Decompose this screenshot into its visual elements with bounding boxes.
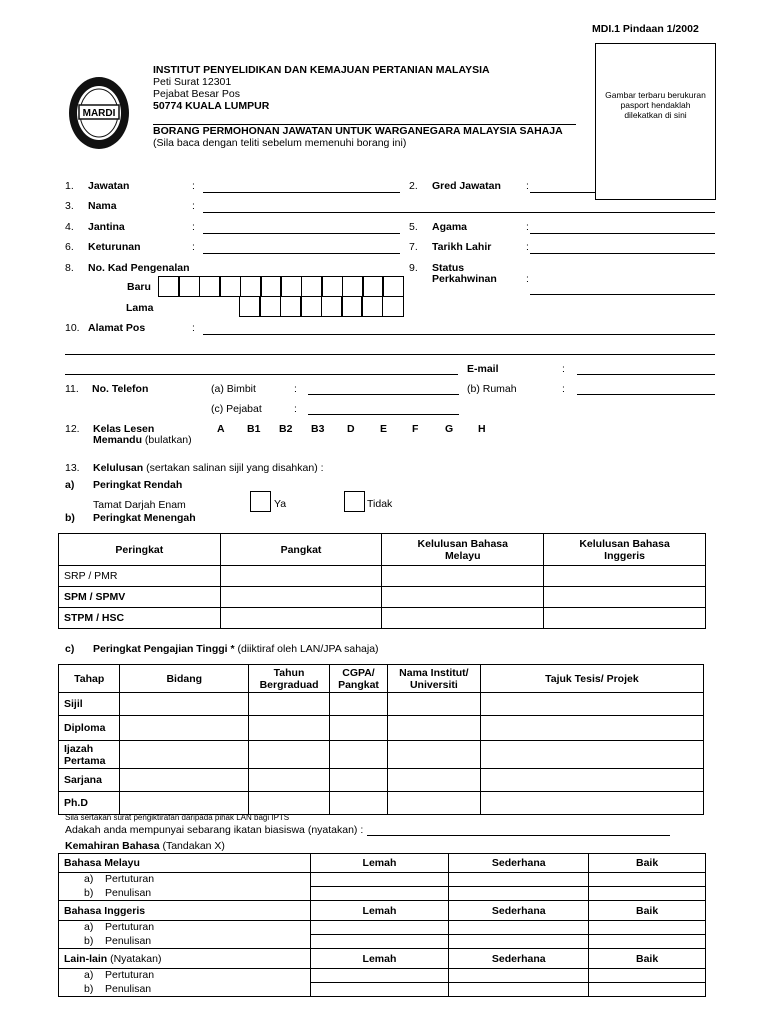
skill-letter: a) <box>84 873 94 886</box>
cell-input[interactable] <box>387 792 480 815</box>
cell-input[interactable] <box>120 693 249 716</box>
header-tahun: Tahun Bergraduad <box>249 665 330 693</box>
mardi-logo <box>68 76 130 150</box>
row-label-sijil: Sijil <box>59 693 120 716</box>
cell-input[interactable] <box>330 741 388 769</box>
header-cgpa: CGPA/ Pangkat <box>330 665 388 693</box>
cell-input[interactable] <box>249 716 330 741</box>
input-bimbit[interactable] <box>308 394 459 395</box>
skill-mark-cell[interactable] <box>589 887 706 901</box>
level-header-baik: Baik <box>589 854 706 873</box>
ic-lama-digit-box[interactable] <box>239 296 261 317</box>
input-jawatan[interactable] <box>203 192 400 193</box>
lang-name: Lain-lain <box>64 952 108 965</box>
cell-input[interactable] <box>480 693 703 716</box>
skill-letter: b) <box>84 934 94 947</box>
level-header-lemah: Lemah <box>310 901 449 921</box>
row-label-sarjana: Sarjana <box>59 769 120 792</box>
secondary-table <box>58 533 706 629</box>
input-gred-jawatan[interactable] <box>530 192 595 193</box>
ic-baru-digit-box[interactable] <box>240 276 262 297</box>
row-label-diploma: Diploma <box>59 716 120 741</box>
address-line-1: Peti Surat 12301 <box>153 76 232 88</box>
language-table <box>58 853 706 997</box>
skill-mark-cell[interactable] <box>449 887 589 901</box>
ic-baru-digit-box[interactable] <box>321 276 343 297</box>
label-pengajian-tinggi-note: (diiktiraf oleh LAN/JPA sahaja) <box>234 643 379 655</box>
input-status-perkahwinan[interactable] <box>530 294 715 295</box>
ic-lama-digit-box[interactable] <box>300 296 322 317</box>
row-label-ijazah: Ijazah Pertama <box>59 741 120 769</box>
skill-mark-cell[interactable] <box>589 983 706 997</box>
label-pejabat: (c) Pejabat <box>211 403 262 415</box>
license-option-g[interactable]: G <box>445 423 454 435</box>
colon: : <box>526 241 529 253</box>
ipts-note: Sila sertakan surat pengiktirafan daripada pihak LAN bagi IPTS <box>65 813 290 822</box>
ic-lama-digit-box[interactable] <box>280 296 302 317</box>
ic-lama-digit-box[interactable] <box>259 296 281 317</box>
field-number: 4. <box>65 221 74 233</box>
ic-baru-digit-box[interactable] <box>382 276 404 297</box>
lang-title-bold: Kemahiran Bahasa <box>65 840 160 852</box>
cell-input[interactable] <box>330 716 388 741</box>
lang-row-label <box>59 949 311 969</box>
input-agama[interactable] <box>530 233 715 234</box>
cell-input[interactable] <box>330 693 388 716</box>
label-tidak: Tidak <box>367 498 393 510</box>
label-tamat-darjah-enam: Tamat Darjah Enam <box>93 499 186 511</box>
skill-mark-cell[interactable] <box>310 887 449 901</box>
address-line-3: 50774 KUALA LUMPUR <box>153 100 270 112</box>
cell-input[interactable] <box>544 587 706 608</box>
label-email: E-mail <box>467 363 499 375</box>
cell-input[interactable] <box>544 608 706 629</box>
skill-label <box>59 969 311 983</box>
skill-mark-cell[interactable] <box>310 873 449 887</box>
skill-letter: a) <box>84 969 94 982</box>
tertiary-table <box>58 664 704 815</box>
input-alamat-1[interactable] <box>203 334 715 335</box>
skill-name: Pertuturan <box>105 873 155 886</box>
skill-mark-cell[interactable] <box>589 935 706 949</box>
cell-input[interactable] <box>480 769 703 792</box>
input-nama[interactable] <box>203 212 715 213</box>
cell-input[interactable] <box>220 608 382 629</box>
header-peringkat: Peringkat <box>59 534 221 566</box>
cell-input[interactable] <box>382 566 544 587</box>
label-pengajian-tinggi <box>93 643 379 655</box>
level-header-lemah: Lemah <box>310 949 449 969</box>
row-label-phd: Ph.D <box>59 792 120 815</box>
license-option-e[interactable]: E <box>380 423 388 435</box>
ic-lama-digit-box[interactable] <box>382 296 404 317</box>
label-perkahwinan: Perkahwinan <box>432 273 497 285</box>
cell-input[interactable] <box>387 716 480 741</box>
license-option-h[interactable]: H <box>478 423 486 435</box>
cell-input[interactable] <box>544 566 706 587</box>
input-biasiswa[interactable] <box>367 835 670 836</box>
skill-mark-cell[interactable] <box>449 873 589 887</box>
colon: : <box>294 403 297 415</box>
skill-mark-cell[interactable] <box>449 983 589 997</box>
header-bidang: Bidang <box>120 665 249 693</box>
checkbox-tidak[interactable] <box>344 491 365 512</box>
ic-baru-digit-box[interactable] <box>199 276 221 297</box>
skill-label <box>59 935 311 949</box>
cell-input[interactable] <box>220 587 382 608</box>
row-label-srp: SRP / PMR <box>59 566 221 587</box>
ic-baru-digit-box[interactable] <box>362 276 384 297</box>
label-ic-baru: Baru <box>127 281 151 293</box>
section-letter: c) <box>65 643 75 655</box>
logo-text: MARDI <box>82 108 116 119</box>
cell-input[interactable] <box>382 587 544 608</box>
row-label-stpm: STPM / HSC <box>59 608 221 629</box>
skill-name: Penulisan <box>105 982 152 995</box>
header-institut: Nama Institut/ Universiti <box>387 665 480 693</box>
ic-baru-digit-box[interactable] <box>280 276 302 297</box>
checkbox-ya[interactable] <box>250 491 271 512</box>
colon: : <box>562 383 565 395</box>
level-header-sederhana: Sederhana <box>449 949 589 969</box>
level-header-sederhana: Sederhana <box>449 854 589 873</box>
label-no-telefon: No. Telefon <box>92 383 149 395</box>
cell-input[interactable] <box>382 608 544 629</box>
input-tarikh-lahir[interactable] <box>530 253 715 254</box>
license-option-b1[interactable]: B1 <box>247 423 261 435</box>
colon: : <box>526 221 529 233</box>
lang-name: Bahasa Inggeris <box>64 904 146 917</box>
skill-mark-cell[interactable] <box>449 969 589 983</box>
skill-mark-cell[interactable] <box>310 969 449 983</box>
colon: : <box>294 383 297 395</box>
org-name: INSTITUT PENYELIDIKAN DAN KEMAJUAN PERTANIAN MALAYSIA <box>153 64 490 76</box>
header-tahap: Tahap <box>59 665 120 693</box>
colon: : <box>562 363 565 375</box>
skill-name: Pertuturan <box>105 969 155 982</box>
skill-mark-cell[interactable] <box>310 983 449 997</box>
scholarship-question: Adakah anda mempunyai sebarang ikatan biasiswa (nyatakan) : <box>65 824 364 836</box>
label-rumah: (b) Rumah <box>467 383 517 395</box>
label-no-kad-pengenalan: No. Kad Pengenalan <box>88 262 190 274</box>
cell-input[interactable] <box>120 769 249 792</box>
cell-input[interactable] <box>387 769 480 792</box>
ic-baru-digit-box[interactable] <box>158 276 180 297</box>
input-pejabat[interactable] <box>308 414 459 415</box>
label-peringkat-rendah: Peringkat Rendah <box>93 479 183 491</box>
label-memandu-bold: Memandu <box>93 434 143 446</box>
ic-baru-digit-box[interactable] <box>178 276 200 297</box>
ic-baru-digit-box[interactable] <box>219 276 241 297</box>
label-agama: Agama <box>432 221 468 233</box>
lang-title-note: (Tandakan X) <box>159 840 225 852</box>
field-number: 6. <box>65 241 74 253</box>
field-number: 3. <box>65 200 74 212</box>
license-option-b3[interactable]: B3 <box>311 423 325 435</box>
colon: : <box>192 180 195 192</box>
cell-input[interactable] <box>387 693 480 716</box>
label-tarikh-lahir: Tarikh Lahir <box>432 241 492 253</box>
cell-input[interactable] <box>220 566 382 587</box>
level-header-baik: Baik <box>589 901 706 921</box>
skill-mark-cell[interactable] <box>589 873 706 887</box>
skill-label <box>59 921 311 935</box>
skill-letter: b) <box>84 982 94 995</box>
input-rumah[interactable] <box>577 394 715 395</box>
colon: : <box>526 273 529 285</box>
cell-input[interactable] <box>249 693 330 716</box>
ic-baru-digit-box[interactable] <box>301 276 323 297</box>
label-alamat-pos: Alamat Pos <box>88 322 146 334</box>
address-line-2: Pejabat Besar Pos <box>153 88 240 100</box>
license-option-f[interactable]: F <box>412 423 419 435</box>
field-number: 2. <box>409 180 418 192</box>
field-number: 11. <box>65 383 79 395</box>
skill-name: Pertuturan <box>105 921 155 934</box>
level-header-baik: Baik <box>589 949 706 969</box>
label-peringkat-menengah: Peringkat Menengah <box>93 512 196 524</box>
label-kelulusan <box>93 462 324 474</box>
skill-letter: b) <box>84 886 94 899</box>
label-pengajian-tinggi-bold: Peringkat Pengajian Tinggi * <box>93 643 235 655</box>
field-number: 5. <box>409 221 418 233</box>
input-jantina[interactable] <box>203 233 400 234</box>
ic-lama-digit-box[interactable] <box>341 296 363 317</box>
lang-row-label <box>59 901 311 921</box>
skill-label <box>59 887 311 901</box>
license-option-b2[interactable]: B2 <box>279 423 293 435</box>
field-number: 8. <box>65 262 74 274</box>
skill-label <box>59 873 311 887</box>
form-title: BORANG PERMOHONAN JAWATAN UNTUK WARGANEGARA MALAYSIA SAHAJA <box>153 125 563 137</box>
header-kelulusan-bm: Kelulusan Bahasa Melayu <box>382 534 544 566</box>
lang-row-label <box>59 854 311 873</box>
cell-input[interactable] <box>249 741 330 769</box>
label-kelulusan-note: (sertakan salinan sijil yang disahkan) : <box>143 462 324 474</box>
cell-input[interactable] <box>120 741 249 769</box>
field-number: 1. <box>65 180 74 192</box>
cell-input[interactable] <box>120 716 249 741</box>
cell-input[interactable] <box>249 769 330 792</box>
label-jawatan: Jawatan <box>88 180 130 192</box>
ic-lama-digit-box[interactable] <box>321 296 343 317</box>
input-alamat-2[interactable] <box>65 354 715 355</box>
ic-lama-digit-box[interactable] <box>361 296 383 317</box>
label-status: Status <box>432 262 465 274</box>
cell-input[interactable] <box>330 769 388 792</box>
cell-input[interactable] <box>120 792 249 815</box>
skill-mark-cell[interactable] <box>449 921 589 935</box>
skill-mark-cell[interactable] <box>310 935 449 949</box>
lang-name: Bahasa Melayu <box>64 857 140 869</box>
ic-baru-digit-box[interactable] <box>260 276 282 297</box>
field-number: 7. <box>409 241 418 253</box>
section-letter: a) <box>65 479 75 491</box>
label-kelas-lesen: Kelas Lesen <box>93 423 155 435</box>
form-note: (Sila baca dengan teliti sebelum memenuhi borang ini) <box>153 137 407 149</box>
field-number: 13. <box>65 462 80 474</box>
section-letter: b) <box>65 512 75 524</box>
cell-input[interactable] <box>480 741 703 769</box>
lang-title <box>65 840 225 852</box>
colon: : <box>192 221 195 233</box>
skill-name: Penulisan <box>105 886 152 899</box>
label-nama: Nama <box>88 200 117 212</box>
row-label-spm: SPM / SPMV <box>59 587 221 608</box>
header-tajuk: Tajuk Tesis/ Projek <box>480 665 703 693</box>
input-keturunan[interactable] <box>203 253 400 254</box>
skill-mark-cell[interactable] <box>589 969 706 983</box>
skill-mark-cell[interactable] <box>449 935 589 949</box>
ic-baru-digit-box[interactable] <box>342 276 364 297</box>
colon: : <box>192 241 195 253</box>
skill-label <box>59 983 311 997</box>
label-ya: Ya <box>274 498 287 510</box>
colon: : <box>192 200 195 212</box>
label-jantina: Jantina <box>88 221 125 233</box>
label-memandu <box>93 434 192 446</box>
input-email[interactable] <box>577 374 715 375</box>
skill-name: Penulisan <box>105 934 152 947</box>
skill-mark-cell[interactable] <box>310 921 449 935</box>
input-alamat-3[interactable] <box>65 374 458 375</box>
license-option-d[interactable]: D <box>347 423 355 435</box>
skill-mark-cell[interactable] <box>589 921 706 935</box>
colon: : <box>526 180 529 192</box>
level-header-lemah: Lemah <box>310 854 449 873</box>
cell-input[interactable] <box>249 792 330 815</box>
colon: : <box>192 322 195 334</box>
cell-input[interactable] <box>480 716 703 741</box>
label-ic-lama: Lama <box>126 302 154 314</box>
lang-note: (Nyatakan) <box>107 952 162 965</box>
header-pangkat: Pangkat <box>220 534 382 566</box>
label-bulatkan: (bulatkan) <box>142 434 192 446</box>
cell-input[interactable] <box>330 792 388 815</box>
field-number: 12. <box>65 423 80 435</box>
cell-input[interactable] <box>480 792 703 815</box>
photo-box[interactable] <box>595 43 716 200</box>
cell-input[interactable] <box>387 741 480 769</box>
license-option-a[interactable]: A <box>217 423 225 435</box>
field-number: 9. <box>409 262 418 274</box>
form-code: MDI.1 Pindaan 1/2002 <box>592 23 699 35</box>
photo-box-instruction: Gambar terbaru berukuran pasport hendaklah dilekatkan di sini <box>605 90 706 120</box>
field-number: 10. <box>65 322 80 334</box>
label-bimbit: (a) Bimbit <box>211 383 256 395</box>
label-gred-jawatan: Gred Jawatan <box>432 180 501 192</box>
label-keturunan: Keturunan <box>88 241 141 253</box>
header-kelulusan-bi: Kelulusan Bahasa Inggeris <box>544 534 706 566</box>
skill-letter: a) <box>84 921 94 934</box>
level-header-sederhana: Sederhana <box>449 901 589 921</box>
label-kelulusan-bold: Kelulusan <box>93 462 144 474</box>
